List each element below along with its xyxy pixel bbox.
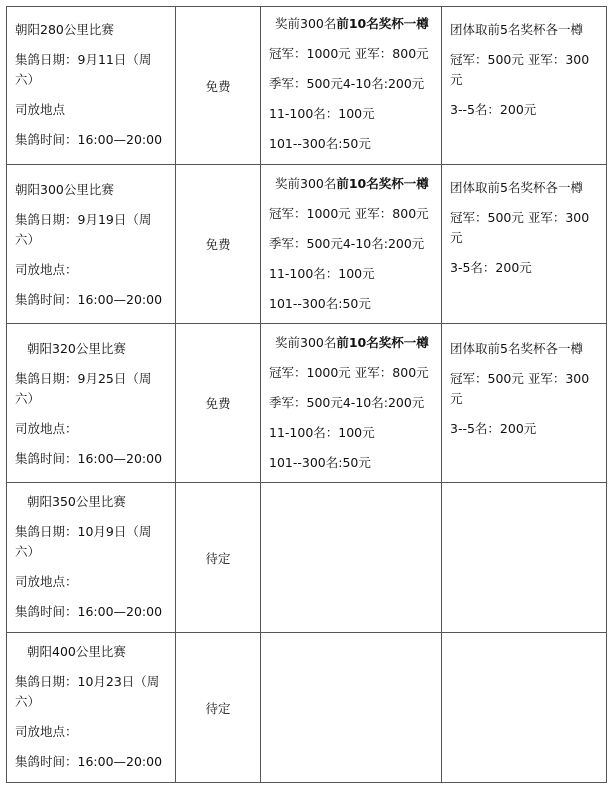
prize-line: 冠军：1000元 亚军：800元 — [269, 206, 429, 221]
team-prize-line: 冠军：500元 亚军：300元 — [450, 371, 590, 406]
release-location: 司放地点： — [15, 574, 78, 589]
collection-time: 集鸽时间：16:00—20:00 — [15, 451, 163, 466]
race-name: 朝阳320公里比赛 — [27, 341, 126, 356]
team-prize-title: 团体取前5名奖杯各一樽 — [450, 22, 583, 37]
table-row — [7, 324, 607, 483]
race-name: 朝阳300公里比赛 — [15, 182, 114, 197]
fee-cell — [176, 324, 261, 483]
fee-value: 待定 — [205, 700, 231, 716]
prize-line: 冠军：1000元 亚军：800元 — [269, 46, 429, 61]
fee-value: 免费 — [205, 237, 231, 252]
race-name: 朝阳350公里比赛 — [27, 494, 126, 509]
team-prize-line: 3--5名：200元 — [450, 102, 537, 117]
team-prize-title: 团体取前5名奖杯各一樽 — [450, 180, 583, 195]
table-row — [7, 633, 607, 783]
team-prize-cell — [442, 483, 607, 633]
race-date: 集鸽日期：9月11日（周六） — [15, 52, 152, 87]
race-info-cell — [7, 483, 176, 633]
prize-line: 11-100名：100元 — [269, 266, 375, 281]
release-location: 司放地点： — [15, 724, 78, 739]
fee-cell — [176, 633, 261, 783]
race-info-cell — [7, 633, 176, 783]
race-date: 集鸽日期：10月23日（周六） — [15, 674, 160, 709]
team-prize-cell — [442, 7, 607, 165]
individual-prize-cell — [261, 7, 442, 165]
prize-line: 11-100名：100元 — [269, 425, 375, 440]
release-location: 司放地点 — [15, 102, 66, 117]
individual-prize-cell — [261, 324, 442, 483]
individual-prize-cell — [261, 165, 442, 324]
team-prize-cell — [442, 633, 607, 783]
race-date: 集鸽日期：9月25日（周六） — [15, 371, 152, 406]
collection-time: 集鸽时间：16:00—20:00 — [15, 754, 163, 769]
prize-line: 101--300名:50元 — [269, 136, 371, 151]
table-row — [7, 7, 607, 165]
race-name: 朝阳280公里比赛 — [15, 22, 114, 37]
table-row — [7, 165, 607, 324]
prize-line: 冠军：1000元 亚军：800元 — [269, 365, 429, 380]
collection-time: 集鸽时间：16:00—20:00 — [15, 604, 163, 619]
collection-time: 集鸽时间：16:00—20:00 — [15, 132, 163, 147]
release-location: 司放地点： — [15, 262, 78, 277]
race-info-cell — [7, 324, 176, 483]
prize-line: 季军：500元4-10名:200元 — [269, 76, 425, 91]
prize-line: 季军：500元4-10名:200元 — [269, 395, 425, 410]
fee-value: 免费 — [205, 396, 231, 411]
fee-cell — [176, 7, 261, 165]
individual-prize-cell — [261, 633, 442, 783]
team-prize-line: 3-5名：200元 — [450, 260, 532, 275]
prize-line: 101--300名:50元 — [269, 455, 371, 470]
individual-prize-title: 奖前300名前10名奖杯一樽 — [275, 16, 429, 31]
individual-prize-cell — [261, 483, 442, 633]
race-info-cell — [7, 7, 176, 165]
table-row — [7, 483, 607, 633]
prize-line: 101--300名:50元 — [269, 296, 371, 311]
team-prize-cell — [442, 324, 607, 483]
team-prize-line: 冠军：500元 亚军：300元 — [450, 52, 590, 87]
team-prize-title: 团体取前5名奖杯各一樽 — [450, 341, 583, 356]
team-prize-line: 3--5名：200元 — [450, 421, 537, 436]
prize-line: 季军：500元4-10名:200元 — [269, 236, 425, 251]
fee-cell — [176, 483, 261, 633]
collection-time: 集鸽时间：16:00—20:00 — [15, 292, 163, 307]
race-schedule-table — [6, 6, 607, 783]
team-prize-line: 冠军：500元 亚军：300元 — [450, 210, 590, 245]
race-date: 集鸽日期：9月19日（周六） — [15, 212, 152, 247]
fee-value: 免费 — [205, 78, 231, 94]
release-location: 司放地点： — [15, 421, 78, 436]
individual-prize-title: 奖前300名前10名奖杯一樽 — [275, 335, 429, 350]
race-name: 朝阳400公里比赛 — [27, 644, 126, 659]
prize-line: 11-100名：100元 — [269, 106, 375, 121]
individual-prize-title: 奖前300名前10名奖杯一樽 — [275, 176, 429, 191]
team-prize-cell — [442, 165, 607, 324]
race-info-cell — [7, 165, 176, 324]
fee-cell — [176, 165, 261, 324]
race-date: 集鸽日期：10月9日（周六） — [15, 524, 152, 559]
fee-value: 待定 — [205, 550, 231, 566]
